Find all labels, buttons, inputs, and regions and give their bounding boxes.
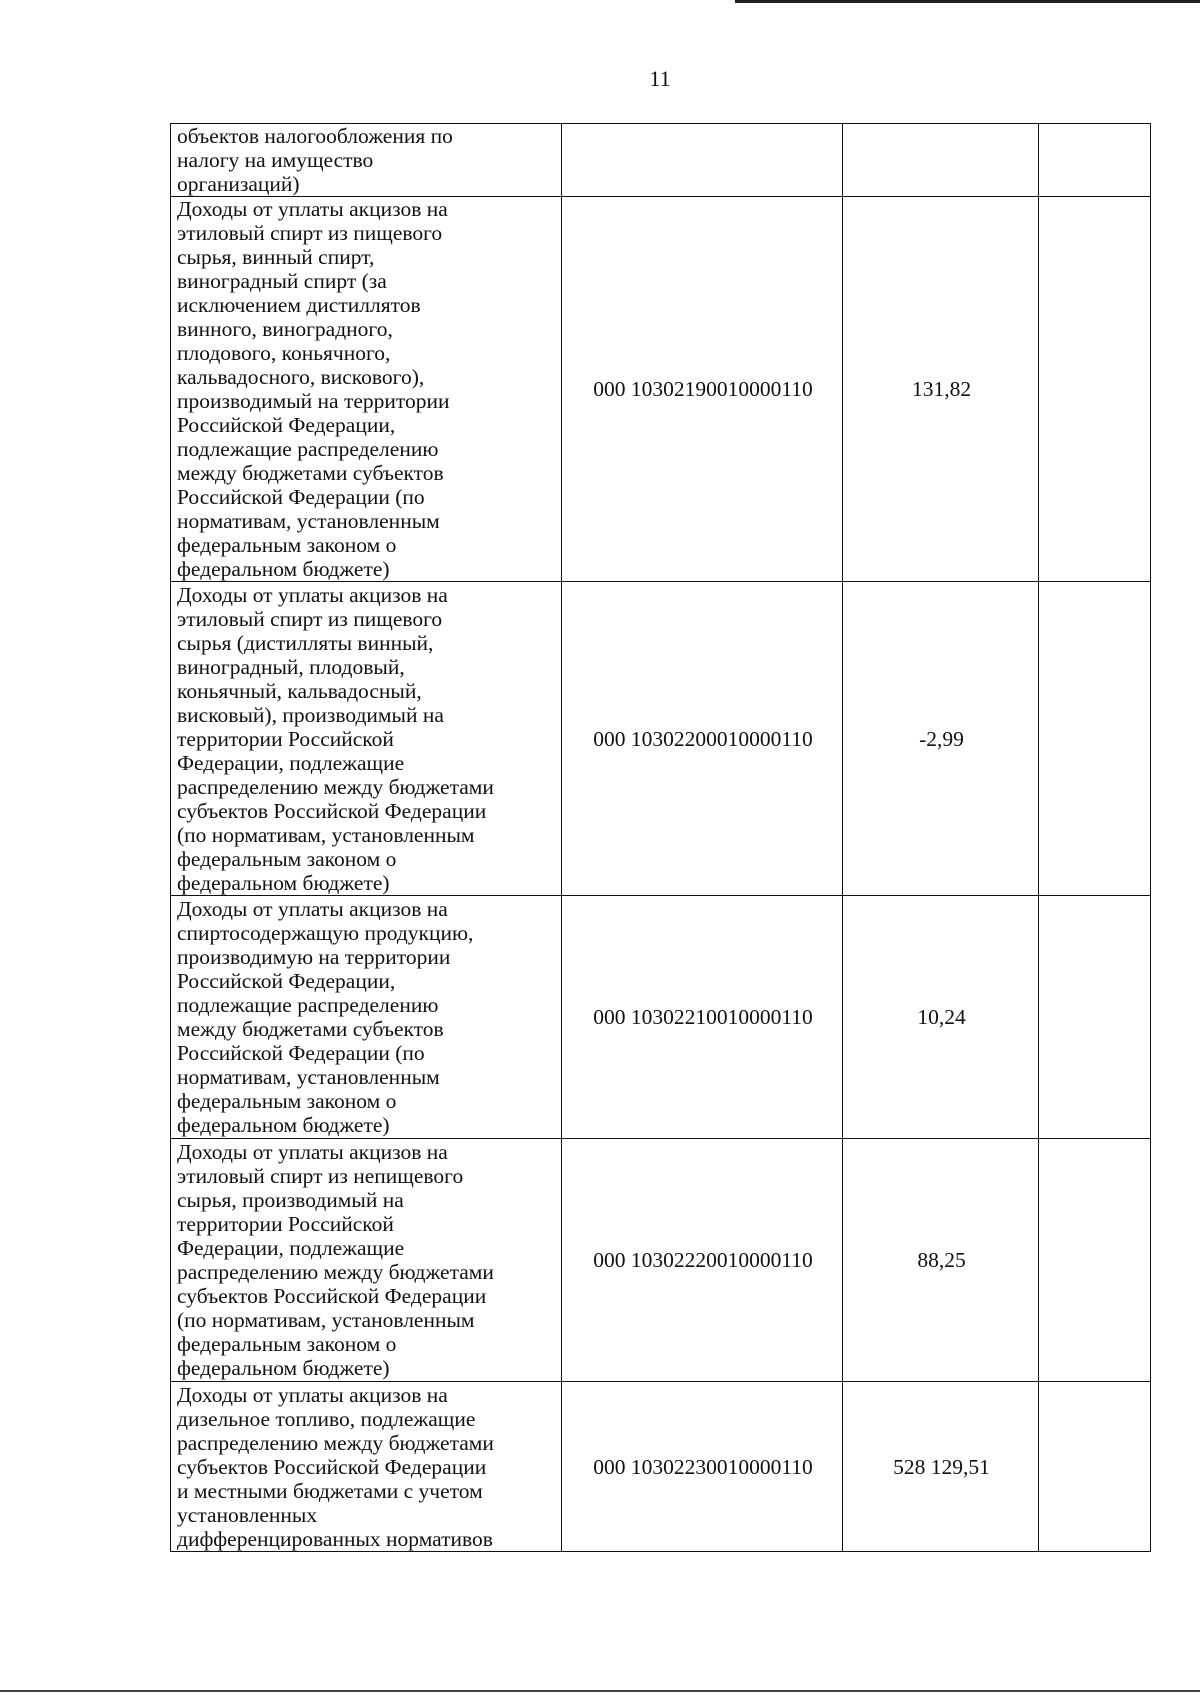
amount-cell: -2,99 [843,582,1039,896]
income-name: Доходы от уплаты акцизов на этиловый спирт из пищевого сырья, винный спирт, виноградный спирт (за исключением дистиллятов винного, виноградного, плодового, коньячного, кальвадосного, вискового), производимый на территории Российской Федерации, подлежащие распределению между бюджетами субъектов Российской Федерации (по нормативам, установленным федеральным законом о федеральном бюджете) [177,197,450,581]
revenue-table [170,123,1151,1552]
amount-cell: 131,82 [843,197,1039,582]
budget-code-cell: 000 10302200010000110 [562,582,843,896]
empty-cell [1039,124,1151,197]
budget-code-cell: 000 10302220010000110 [562,1139,843,1382]
income-name: Доходы от уплаты акцизов на этиловый спирт из непищевого сырья, производимый на территории Российской Федерации, подлежащие распределению между бюджетами субъектов Российской Федерации (по нормативам, установленным федеральным законом о федеральном бюджете) [177,1140,494,1380]
table-row [171,197,1151,582]
income-name: Доходы от уплаты акцизов на дизельное топливо, подлежащие распределению между бюджетами субъектов Российской Федерации и местными бюджетами с учетом установленных дифференцированных нормативов [177,1382,494,1551]
table-row [171,124,1151,197]
table-row [171,1139,1151,1382]
amount-cell: 88,25 [843,1139,1039,1382]
budget-code-cell [562,124,843,197]
empty-cell [1039,1382,1151,1552]
scan-edge-bottom [0,1690,1200,1692]
budget-code-cell: 000 10302190010000110 [562,197,843,582]
income-name: объектов налогообложения по налогу на имущество организаций) [177,124,453,196]
income-name-cell [171,197,562,582]
amount-cell: 528 129,51 [843,1382,1039,1552]
income-name: Доходы от уплаты акцизов на спиртосодержащую продукцию, производимую на территории Российской Федерации, подлежащие распределению между бюджетами субъектов Российской Федерации (по нормативам, установленным федеральным законом о федеральном бюджете) [177,897,474,1137]
table-row [171,1382,1151,1552]
budget-code-cell: 000 10302230010000110 [562,1382,843,1552]
income-name-cell [171,896,562,1139]
table-row [171,582,1151,896]
income-name-cell [171,1382,562,1552]
income-name: Доходы от уплаты акцизов на этиловый спирт из пищевого сырья (дистилляты винный, виноградный, плодовый, коньячный, кальвадосный, висковый), производимый на территории Российской Федерации, подлежащие распределению между бюджетами субъектов Российской Федерации (по нормативам, установленным федеральным законом о федеральном бюджете) [177,582,494,895]
scan-edge-top [735,0,1200,3]
income-name-cell [171,582,562,896]
empty-cell [1039,197,1151,582]
empty-cell [1039,1139,1151,1382]
budget-code-cell: 000 10302210010000110 [562,896,843,1139]
page-number: 11 [649,66,671,91]
amount-cell [843,124,1039,197]
amount-cell: 10,24 [843,896,1039,1139]
income-name-cell [171,124,562,197]
table-row [171,896,1151,1139]
income-name-cell [171,1139,562,1382]
empty-cell [1039,582,1151,896]
empty-cell [1039,896,1151,1139]
